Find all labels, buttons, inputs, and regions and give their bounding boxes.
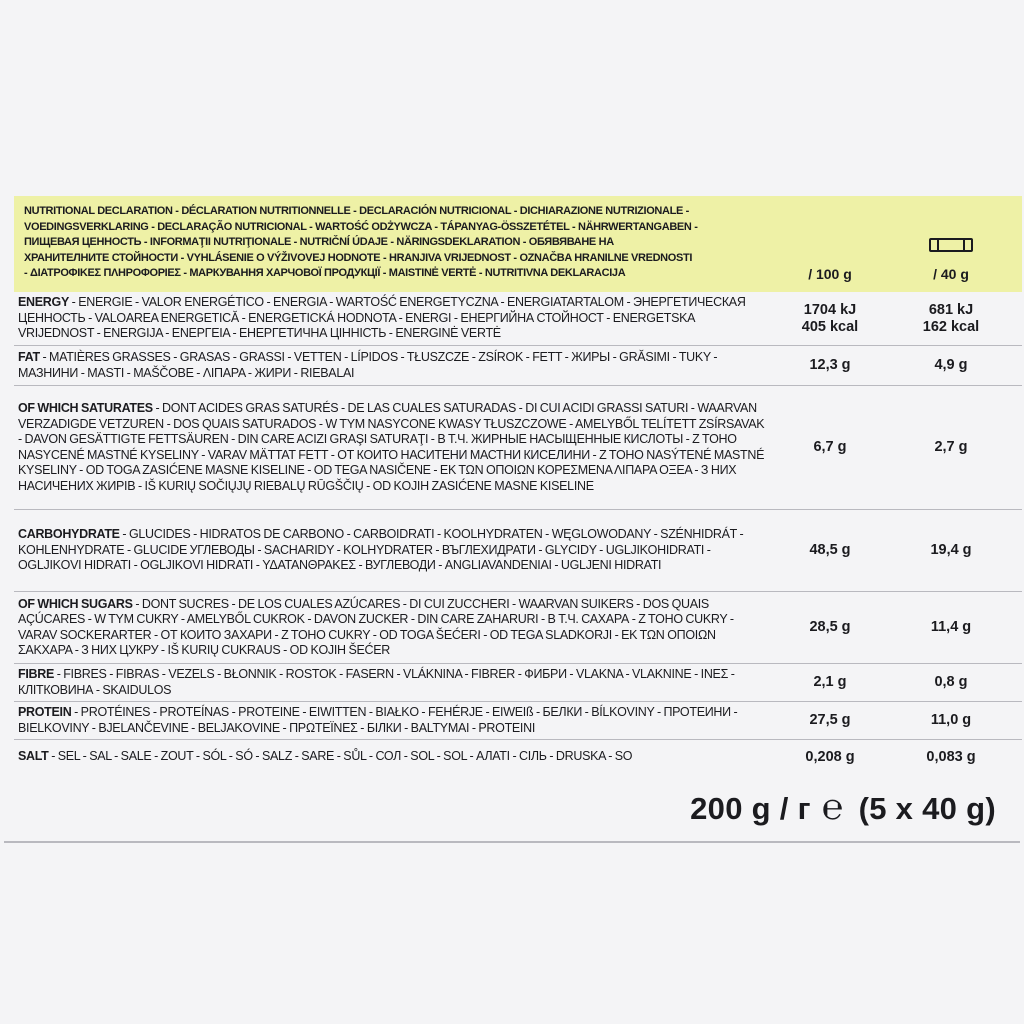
nutrient-translations-protein: - PROTÉINES - PROTEÍNAS - PROTEINE - EIWITTEN - BIAŁKO - FEHÉRJE - EIWEIß - БЕЛКИ - BÍLKOVINY - ПРОТЕИНИ - BIELKOVINY - BJELANČEVINE - BELJAKOVINE - ΠΡΩΤΕΪΝΕΣ - БІЛКИ - BALTYMAI - PROTEINI bbox=[18, 705, 738, 735]
column-per-100g bbox=[774, 204, 886, 286]
bar-portion-icon bbox=[929, 238, 973, 252]
net-weight-total: 200 g / г bbox=[690, 791, 811, 826]
energy-per-bar: 681 kJ 162 kcal bbox=[922, 301, 980, 335]
nutrient-name-protein bbox=[18, 705, 766, 736]
fibre-per-100g: 2,1 g bbox=[813, 674, 847, 690]
nutrient-row-sugars bbox=[14, 592, 1022, 664]
fat-per-100g: 12,3 g bbox=[809, 357, 851, 373]
nutrient-translations-saturates: - DONT ACIDES GRAS SATURÉS - DE LAS CUALES SATURADAS - DI CUI ACIDI GRASSI SATURI - WAARVAN VERZADIGDE VETZUREN - DOS QUAIS SATURADOS - W TYM NASYCONE KWASY TŁUSZCZOWE - AMELYBŐL TELÍTETT ZSÍRSAVAK - DAVON GESÄTTIGTE FETTSÄUREN - DIN CARE ACIZI GRAŞI SATURAŢI - В Т.Ч. ЖИРНЫЕ НАСЫЩЕННЫЕ КИСЛОТЫ - Z TOHO NASYCENÉ MASTNÉ KYSELINY - VARAV MÄTTAT FETT - ОТ КОИТО НАСИТЕНИ МАСТНИ КИСЕЛИНИ - Z TOHO NASÝTENÉ MASTNÉ KYSELINY - OD TOGA ZASIĆENE MASNE KISELINE - OD TEGA NASIČENE - ΕΚ ΤΩΝ ΟΠΟΙΩΝ ΚΟΡΕΣΜΕΝΑ ΛΙΠΑΡΑ ΟΞΕΑ - З НИХ НАСИЧЕНИХ ЖИРІВ - IŠ KURIŲ SOČIŲJŲ RIEBALŲ RŪGŠČIŲ - OD KOJIH ZASIĆENE MASNE KISELINE bbox=[18, 401, 765, 493]
nutrient-label-fat: FAT bbox=[18, 350, 40, 364]
nutrient-label-protein: PROTEIN bbox=[18, 705, 72, 719]
nutrient-translations-carbohydrate: - GLUCIDES - HIDRATOS DE CARBONO - CARBOIDRATI - KOOLHYDRATEN - WĘGLOWODANY - SZÉNHIDRÁT - KOHLENHYDRATE - GLUCIDE УГЛЕВОДЫ - SACHARIDY - KOLHYDRATER - ВЪГЛЕХИДРАТИ - GLYCIDY - UGLJIKOHIDRATI - OGLJIKOVI HIDRATI - OGLJIKOVI HIDRATI - ΥΔΑΤΑΝΘΡΑΚΕΣ - ВУГЛЕВОДИ - ANGLIAVANDENIAI - UGLJENI HIDRATI bbox=[18, 527, 744, 573]
saturates-per-100g: 6,7 g bbox=[813, 439, 847, 455]
saturates-per-bar: 2,7 g bbox=[934, 439, 968, 455]
column-per-bar bbox=[886, 204, 1016, 286]
nutrient-translations-sugars: - DONT SUCRES - DE LOS CUALES AZÚCARES - DI CUI ZUCCHERI - WAARVAN SUIKERS - DOS QUAIS AÇÚCARES - W TYM CUKRY - AMELYBŐL CUKROK - DAVON ZUCKER - DIN CARE ZAHARURI - В Т.Ч. САХАРА - Z TOHO CUKRY - VARAV SOCKERARTER - ОТ КОИТО ЗАХАРИ - Z TOHO CUKRY - OD TOGA ŠEĆERI - OD TEGA SLADKORJI - ΕΚ ΤΩΝ ΟΠΟΙΩΝ ΣΑΚΧΑΡΑ - З НИХ ЦУКРУ - IŠ KURIŲ CUKRAUS - OD KOJIH ŠEĆER bbox=[18, 596, 734, 657]
salt-per-100g: 0,208 g bbox=[805, 748, 855, 765]
nutrient-label-salt: SALT bbox=[18, 749, 49, 764]
nutrition-table bbox=[14, 196, 1022, 774]
nutrient-label-energy: ENERGY bbox=[18, 295, 69, 310]
nutrient-name-fibre bbox=[18, 667, 766, 698]
column-per-bar-label: / 40 g bbox=[933, 266, 969, 282]
net-weight bbox=[690, 786, 996, 828]
protein-per-100g: 27,5 g bbox=[809, 712, 851, 728]
nutrient-name-fat bbox=[18, 350, 766, 381]
table-header bbox=[14, 196, 1022, 292]
carbohydrate-per-bar: 19,4 g bbox=[930, 542, 972, 558]
nutrient-label-carbohydrate: CARBOHYDRATE bbox=[18, 527, 120, 542]
nutrient-label-saturates: OF WHICH SATURATES bbox=[18, 401, 153, 415]
bottom-divider bbox=[4, 841, 1020, 843]
net-weight-portions: (5 x 40 g) bbox=[858, 791, 996, 826]
nutrient-translations-salt: - SEL - SAL - SALE - ZOUT - SÓL - SÓ - SALZ - SARE - SŮL - СОЛ - SOL - SOL - АЛАТІ - СІЛЬ - DRUSKA - SO bbox=[48, 749, 633, 764]
nutrient-row-saturates bbox=[14, 386, 1022, 510]
estimated-sign-icon: ℮ bbox=[821, 786, 844, 827]
column-per-100g-label: / 100 g bbox=[808, 266, 852, 282]
salt-per-bar: 0,083 g bbox=[926, 748, 976, 765]
sugars-per-100g: 28,5 g bbox=[809, 619, 851, 635]
nutrient-translations-fibre: - FIBRES - FIBRAS - VEZELS - BŁONNIK - ROSTOK - FASERN - VLÁKNINA - FIBRER - ФИБРИ - VLAKNA - VLAKNINE - ΙΝΕΣ - КЛІТКОВИНА - SKAIDULOS bbox=[18, 667, 735, 697]
fat-per-bar: 4,9 g bbox=[934, 357, 968, 373]
nutrient-row-fat bbox=[14, 346, 1022, 386]
carbohydrate-per-100g: 48,5 g bbox=[809, 542, 851, 558]
fibre-per-bar: 0,8 g bbox=[934, 674, 968, 690]
nutrient-name-sugars bbox=[18, 597, 766, 659]
protein-per-bar: 11,0 g bbox=[930, 712, 972, 728]
nutrient-row-salt bbox=[14, 740, 1022, 774]
nutrient-name-salt bbox=[18, 749, 766, 765]
sugars-per-bar: 11,4 g bbox=[930, 619, 972, 635]
nutrient-row-energy bbox=[14, 292, 1022, 346]
nutritional-declaration-title: NUTRITIONAL DECLARATION - DÉCLARATION NUTRITIONNELLE - DECLARACIÓN NUTRICIONAL - DICHIARAZIONE NUTRIZIONALE - VOEDINGSVERKLARING - DECLARAÇÃO NUTRICIONAL - WARTOŚĆ ODŻYWCZA - TÁPANYAG-ÖSSZETÉTEL - NÄHRWERTANGABEN - ПИЩЕВАЯ ЦЕННОСТЬ - INFORMAŢII NUTRIŢIONALE - NUTRIČNÍ ÚDAJE - NÄRINGSDEKLARATION - ОБЯВЯВАНЕ НА ХРАНИТЕЛНИТЕ СТОЙНОСТИ - VYHLÁSENIE O VÝŽIVOVEJ HODNOTE - HRANJIVA VRIJEDNOST - OZNAČBA HRANILNE VREDNOSTI - ΔΙΑΤΡΟΦΙΚΕΣ ΠΛΗΡΟΦΟΡΙΕΣ - МАРКУВАННЯ ХАРЧОВОЇ ПРОДУКЦІЇ - MAISTINĖ VERTĖ - NUTRITIVNA DEKLARACIJA bbox=[24, 205, 698, 279]
nutrient-label-sugars: OF WHICH SUGARS bbox=[18, 596, 133, 611]
nutrient-row-protein bbox=[14, 702, 1022, 740]
nutrient-row-carbohydrate bbox=[14, 510, 1022, 592]
nutrient-name-energy bbox=[18, 295, 766, 342]
nutrient-name-carbohydrate bbox=[18, 527, 766, 574]
nutrient-translations-energy: - ENERGIE - VALOR ENERGÉTICO - ENERGIA - WARTOŚĆ ENERGETYCZNA - ENERGIATARTALOM - ЭНЕРГЕТИЧЕСКАЯ ЦЕННОСТЬ - VALOAREA ENERGETICĂ - ENERGETICKÁ HODNOTA - ENERGI - ЕНЕРГИЙНА СТОЙНОСТ - ENERGETSKA VRIJEDNOST - ENERGIJA - ΕΝΕΡΓΕΙΑ - ЕНЕРГЕТИЧНА ЦІННІСТЬ - ENERGINĖ VERTĖ bbox=[18, 295, 746, 341]
nutrient-label-fibre: FIBRE bbox=[18, 667, 55, 681]
nutrient-name-saturates bbox=[18, 401, 766, 494]
energy-per-100g: 1704 kJ 405 kcal bbox=[801, 301, 859, 335]
nutrient-row-fibre bbox=[14, 664, 1022, 702]
nutrient-translations-fat: - MATIÈRES GRASSES - GRASAS - GRASSI - VETTEN - LÍPIDOS - TŁUSZCZE - ZSÍROK - FETT - ЖИРЫ - GRĂSIMI - TUKY - МАЗНИНИ - MASTI - MAŠČOBE - ΛΙΠΑΡΑ - ЖИРИ - RIEBALAI bbox=[18, 350, 718, 380]
